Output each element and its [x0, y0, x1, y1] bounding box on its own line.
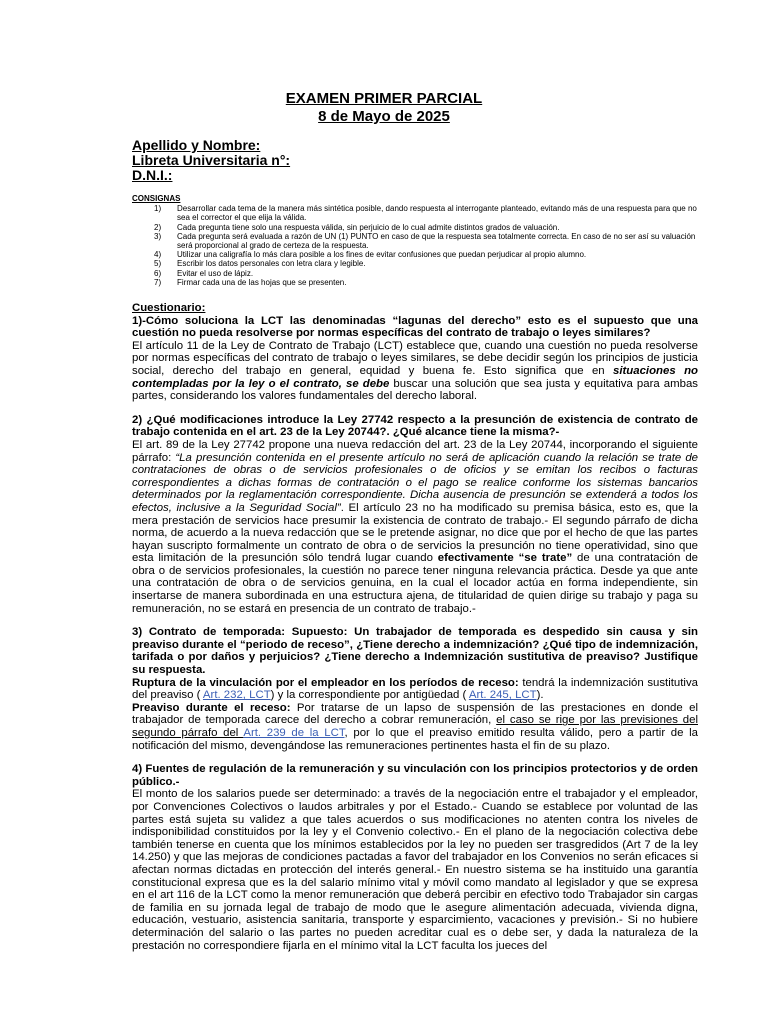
consigna-number: 6)	[154, 268, 162, 278]
consignas-list	[132, 204, 698, 287]
student-identification	[132, 138, 290, 183]
consigna-item	[132, 232, 698, 250]
consigna-number: 7)	[154, 277, 162, 287]
answer-2-text-c: . El artículo 23 no ha modificado su premisa básica, esto es, que la mera prestación de servicios hace presumir la existencia de contrato de trabajo.- El segundo párrafo de dicha norma, de acuerdo a la nueva redacción que se le pretende asignar, no dice que por el hecho de que las partes hayan suscripto formalmente un contrato de obra o de servicios la presunción no tiene operatividad, sino que esta limitación de la presunción sólo tendrá lugar cuando	[132, 501, 698, 565]
consigna-number: 2)	[154, 222, 162, 232]
answer-4: El monto de los salarios puede ser determinado: a través de la negociación entre el trabajador y el empleador, por Convenciones Colectivos o laudos arbitrales y por el Estado.- Cuando se establece por voluntad de las partes está sujeta su validez a que tales acuerdos o sus modificaciones no atenten contra los niveles de indisponibilidad constituidos por la ley y el Convenio colectivo.- En el plano de la negociación colectiva debe también tenerse en cuenta que los mínimos establecidos por la ley no pueden ser trasgredidos (Art 7 de la ley 14.250) y que las mejoras de condiciones pactadas a favor del trabajador en los Convenios no serán eficaces si afectan normas dictadas en protección del interés general.- En nuestro sistema se ha instituido una garantía constitucional expresa que es la del salario mínimo vital y móvil como mandato al legislador y que se expresa en el art 116 de la LCT como la menor remuneración que deberá percibir en efectivo todo Trabajador sin cargas de familia en su jornada legal de trabajo de modo que le asegure alimentación adecuada, vivienda digna, educación, vestuario, asistencia sanitaria, transporte y esparcimiento, vacaciones y previsión.- Si no hubiere determinación del salario o las partes no pueden acreditar cual es o debe ser, y dada la naturaleza de la prestación no correspondiere fijarla en el mínimo vital la LCT faculta los jueces del	[132, 788, 698, 952]
answer-3-heading-2: Preaviso durante el receso:	[132, 701, 291, 714]
cuestionario-heading: Cuestionario:	[132, 302, 206, 314]
answer-1	[132, 340, 698, 403]
answer-3-text: Por tratarse de un lapso de suspensión de las prestaciones en donde el trabajador de temporada carece del derecho a cobrar remuneración,	[132, 701, 698, 727]
answer-3-text: , por lo que el preaviso emitido resulta válido, pero a partir de la notificación del mismo, devengándose las remuneraciones pertinentes hasta el fin de su plazo.	[132, 727, 698, 752]
name-label: Apellido y Nombre:	[132, 137, 261, 153]
consigna-item	[132, 250, 698, 259]
answer-2	[132, 439, 698, 615]
consigna-text: Escribir los datos personales con letra clara y legible.	[177, 259, 366, 269]
question-3: 3) Contrato de temporada: Supuesto: Un trabajador de temporada es despedido sin causa y sin preaviso durante el “periodo de receso”, ¿Tiene derecho a indemnización? ¿Qué tipo de indemnización, tarifada o por daños y perjuicios? ¿Tiene derecho a Indemnización sustitutiva de preaviso? Justifique su respuesta.	[132, 626, 698, 677]
art-239-link[interactable]: Art. 239 de la LCT	[243, 727, 345, 739]
consigna-number: 4)	[154, 250, 162, 260]
answer-2-text-a: El art. 89 de la Ley 27742 propone una nueva redacción del art. 23 de la Ley 20744, incorporando el siguiente párrafo:	[132, 438, 698, 464]
consigna-text: Firmar cada una de las hojas que se presenten.	[177, 277, 347, 287]
consigna-text: Cada pregunta será evaluada a razón de UN (1) PUNTO en caso de que la respuesta sea totalmente correcta. En caso de no ser así su valuación será proporcional al grado de certeza de la respuesta.	[177, 231, 696, 251]
exam-title	[0, 90, 768, 126]
answer-1-text-a: El artículo 11 de la Ley de Contrato de Trabajo (LCT) establece que, cuando una cuestión no pueda resolverse por normas específicas del contrato de trabajo o leyes similares, se debe decidir según los principios de justicia social, derecho del trabajo en general, equidad y buena fe. Esto significa que en	[132, 339, 698, 377]
consignas-section	[132, 194, 698, 287]
answer-3-text: ).	[536, 689, 544, 702]
consigna-item	[132, 223, 698, 232]
cuestionario-section	[132, 302, 698, 952]
consigna-number: 5)	[154, 259, 162, 269]
answer-3-paragraph-2	[132, 702, 698, 752]
consignas-heading: CONSIGNAS	[132, 194, 181, 203]
answer-1-emphasis: situaciones no contempladas por la ley o el contrato, se debe	[132, 364, 698, 390]
answer-2-text-e: de una contratación de obra o de servicios profesionales, la cuestión no parece tener ninguna relevancia práctica. Desde ya que ante una contratación de obra o de servicios genuina, en la cual el locador actúa en forma independiente, sin insertarse de manera subordinada en una estructura ajena, de titularidad de quien dirige su trabajo y paga su remuneración, no se estará en presencia de un contrato de trabajo.-	[132, 552, 698, 615]
art-245-link[interactable]: Art. 245, LCT	[468, 689, 537, 702]
answer-3-underlined: el caso se rige por las previsiones del segundo párrafo del	[132, 714, 698, 739]
consigna-text: Desarrollar cada tema de la manera más sintética posible, dando respuesta al interrogante planteado, evitando más de una respuesta para que no sea el corrector el que elija la válida.	[177, 204, 697, 223]
consigna-item	[132, 204, 698, 222]
art-232-link[interactable]: Art. 232, LCT	[202, 689, 271, 702]
answer-2-emphasis: efectivamente “se trate”	[437, 552, 573, 565]
exam-title-line1: EXAMEN PRIMER PARCIAL	[285, 90, 483, 107]
answer-3-text: ) y la correspondiente por antigüedad (	[270, 689, 469, 702]
answer-3-text: tendrá la indemnización sustitutiva del preaviso (	[132, 676, 698, 702]
consigna-item	[132, 278, 698, 287]
exam-date: 8 de Mayo de 2025	[318, 108, 450, 125]
consigna-number: 3)	[154, 231, 162, 241]
consigna-item	[132, 269, 698, 278]
libreta-label: Libreta Universitaria n°:	[132, 152, 291, 168]
answer-3-heading-1: Ruptura de la vinculación por el empleador en los períodos de receso:	[132, 676, 519, 689]
dni-label: D.N.I.:	[132, 167, 173, 183]
consigna-text: Cada pregunta tiene solo una respuesta válida, sin perjuicio de lo cual admite distintos grados de valuación.	[177, 222, 560, 232]
consigna-item	[132, 259, 698, 268]
answer-2-quote: “La presunción contenida en el presente artículo no será de aplicación cuando la relación se trate de contrataciones de obras o de servicios profesionales o de oficios y se emitan los recibos o facturas correspondientes a dichas formas de contratación o el pago se realice conforme los sistemas bancarios determinados por la reglamentación correspondiente. Dicha ausencia de presunción se extenderá a todos los efectos, inclusive a la Seguridad Social”	[132, 451, 698, 514]
consigna-text: Utilizar una caligrafía lo más clara posible a los fines de evitar confusiones que puedan perjudicar al propio alumno.	[177, 250, 587, 260]
question-4: 4) Fuentes de regulación de la remuneración y su vinculación con los principios protectorios y de orden público.-	[132, 763, 698, 788]
answer-3-paragraph-1	[132, 677, 698, 702]
question-2: 2) ¿Qué modificaciones introduce la Ley 27742 respecto a la presunción de existencia de contrato de trabajo contenida en el art. 23 de la Ley 20744?. ¿Qué alcance tiene la misma?-	[132, 413, 698, 439]
consigna-number: 1)	[154, 204, 162, 214]
answer-1-text-c: buscar una solución que sea justa y equitativa para ambas partes, considerando los valores fundamentales del derecho laboral.	[132, 377, 698, 403]
consigna-text: Evitar el uso de lápiz.	[177, 268, 254, 278]
question-1: 1)-Cómo soluciona la LCT las denominadas “lagunas del derecho” esto es el supuesto que una cuestión no pueda resolverse por normas específicas del contrato de trabajo o leyes similares?	[132, 314, 698, 340]
